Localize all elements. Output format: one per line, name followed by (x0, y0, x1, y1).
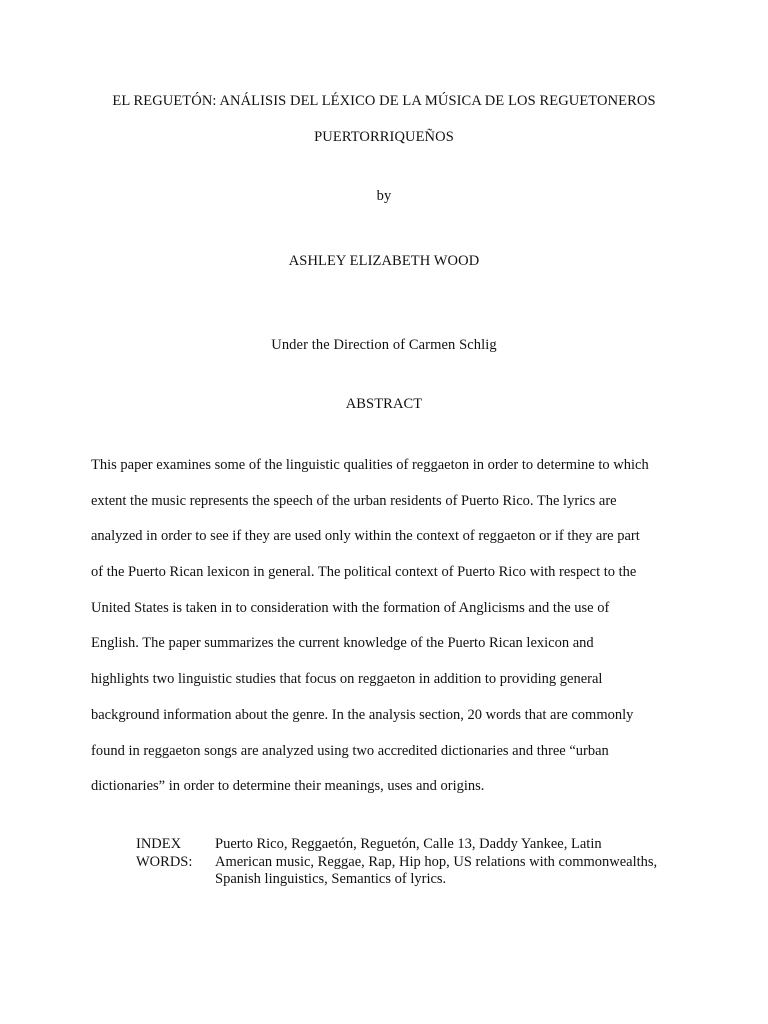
abstract-line: highlights two linguistic studies that focus on reggaeton in addition to providing general (91, 671, 603, 688)
title-line-1: EL REGUETÓN: ANÁLISIS DEL LÉXICO DE LA MÚSICA DE LOS REGUETONEROS (112, 93, 656, 109)
abstract-line: dictionaries” in order to determine their meanings, uses and origins. (91, 778, 485, 795)
abstract-line: This paper examines some of the linguistic qualities of reggaeton in order to determine to which (91, 457, 649, 473)
direction-line: Under the Direction of Carmen Schlig (271, 337, 497, 353)
abstract-line: English. The paper summarizes the current knowledge of the Puerto Rican lexicon and (91, 635, 594, 652)
index-words-label (136, 836, 206, 871)
index-label-line: INDEX (136, 836, 182, 852)
author-name: ASHLEY ELIZABETH WOOD (288, 253, 480, 269)
index-label-line: WORDS: (136, 853, 193, 870)
abstract-heading: ABSTRACT (345, 396, 423, 412)
index-words-values (215, 836, 695, 889)
abstract-line: of the Puerto Rican lexicon in general. The political context of Puerto Rico with respect to the (91, 564, 637, 581)
abstract-line: extent the music represents the speech of the urban residents of Puerto Rico. The lyrics are (91, 492, 617, 509)
by-label: by (376, 188, 392, 204)
abstract-line: found in reggaeton songs are analyzed using two accredited dictionaries and three “urban (91, 742, 609, 759)
index-value-line: Puerto Rico, Reggaetón, Reguetón, Calle 13, Daddy Yankee, Latin (215, 836, 602, 852)
index-value-line: Spanish linguistics, Semantics of lyrics. (215, 871, 447, 887)
title-line-2: PUERTORRIQUEÑOS (314, 129, 454, 145)
abstract-line: analyzed in order to see if they are used only within the context of reggaeton or if they are part (91, 528, 640, 545)
index-value-line: American music, Reggae, Rap, Hip hop, US relations with commonwealths, (215, 853, 658, 870)
abstract-line: United States is taken in to consideration with the formation of Anglicisms and the use of (91, 599, 610, 616)
abstract-line: background information about the genre. In the analysis section, 20 words that are commonly (91, 706, 634, 723)
abstract-body (91, 456, 691, 813)
